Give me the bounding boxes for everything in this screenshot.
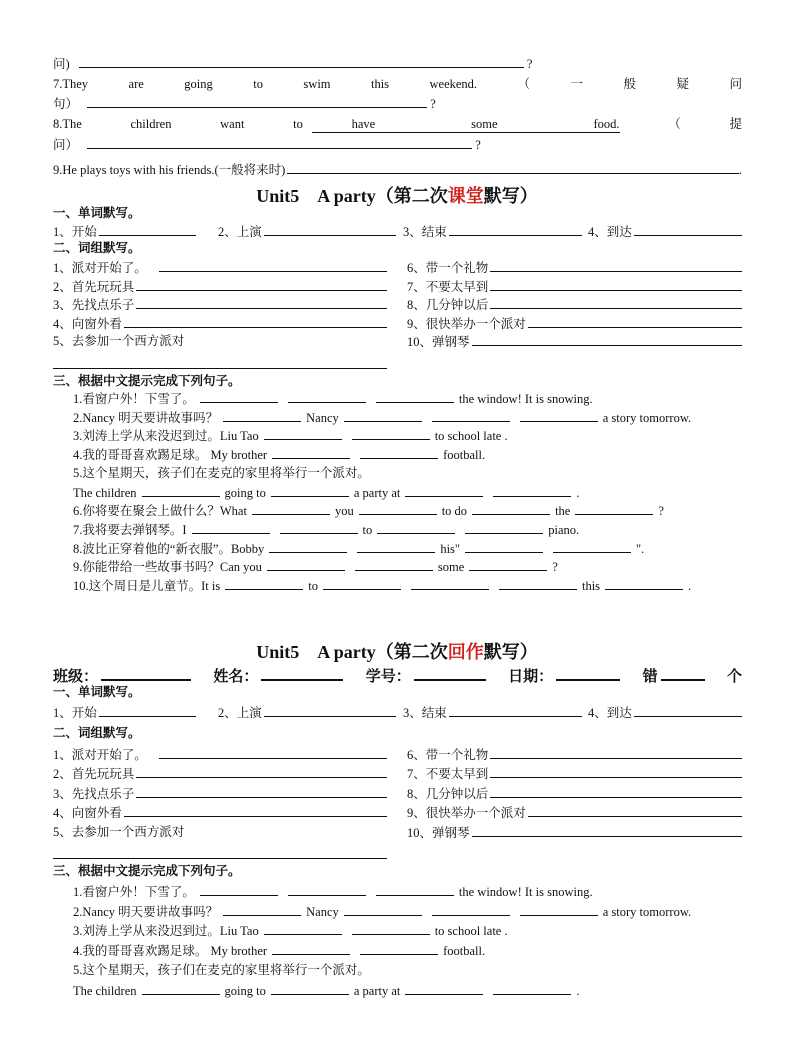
q7-word: 般 [623, 77, 637, 91]
q8-word: （ [668, 117, 681, 131]
word-item [218, 703, 396, 721]
sentence-blank[interactable] [355, 557, 433, 571]
word-blank[interactable] [634, 703, 742, 717]
phrase-label: 9、很快举办一个派对 [407, 806, 526, 820]
title-tail: 默写） [483, 186, 538, 206]
phrase-label: 7、不要太早到 [407, 767, 489, 781]
q8-word: some [471, 117, 498, 131]
sentence-blank[interactable] [493, 981, 571, 995]
sentence-blank[interactable] [376, 389, 454, 403]
q8-sentence [53, 115, 742, 133]
info-label: 日期： [508, 669, 554, 685]
phrase-label: 8、几分钟以后 [407, 787, 489, 801]
sentence-text: to do [441, 504, 468, 519]
phrase-label: 3、先找点乐子 [53, 298, 135, 312]
sentence-text: 3.刘涛上学从来没迟到过。Liu Tao [73, 429, 259, 444]
sentence-blank[interactable] [465, 539, 543, 553]
sentence-text: 1.看窗户外！下雪了。 [73, 392, 195, 406]
sentence-text: Nancy [306, 904, 339, 919]
word-label: 4、到达 [588, 706, 632, 720]
sentence-text: a party at [353, 983, 401, 998]
q7-word: 疑 [676, 77, 689, 91]
phrase-label: 2、首先玩玩具 [53, 280, 135, 294]
info-blank[interactable] [101, 664, 191, 681]
phrase-label: 6、带一个礼物 [407, 261, 489, 275]
sentence-text: piano. [548, 522, 580, 537]
sentence-blank[interactable] [359, 501, 437, 515]
word-blank[interactable] [634, 222, 742, 236]
info-label: 姓名： [213, 669, 259, 685]
sentence-blank[interactable] [225, 576, 303, 590]
phrase-item [53, 745, 387, 763]
sentence-text: 4.我的哥哥喜欢踢足球。 My brother [73, 944, 268, 959]
sentence-row [73, 520, 742, 538]
q9-end: . [738, 163, 742, 177]
info-field [727, 667, 742, 687]
q7-word: to [253, 77, 263, 91]
phrase-item [407, 745, 742, 763]
section-title [0, 640, 794, 664]
sentence-blank[interactable] [411, 576, 489, 590]
sentence-blank[interactable] [605, 576, 683, 590]
phrase-blank[interactable] [124, 314, 387, 328]
sentence-blank[interactable] [405, 483, 483, 497]
q7-word: going [184, 77, 213, 91]
phrase-label: 10、弹钢琴 [407, 335, 470, 349]
sentence-blank[interactable] [493, 483, 571, 497]
phrase-label: 1、派对开始了。 [53, 748, 147, 762]
part2-heading: 二、词组默写。 [53, 241, 141, 255]
q8-word: to [293, 117, 303, 131]
sentence-blank[interactable] [469, 557, 547, 571]
phrase-item [53, 784, 387, 802]
sentence-blank[interactable] [142, 483, 220, 497]
phrase-label: 10、弹钢琴 [407, 826, 470, 840]
sentence-text: 3.刘涛上学从来没迟到过。Liu Tao [73, 924, 259, 939]
word-item [588, 222, 742, 240]
q8-underlined-part [312, 115, 620, 133]
title-main: Unit5 A party（第二次 [256, 186, 448, 206]
phrase-blank[interactable] [490, 784, 742, 798]
phrase-5-blank[interactable] [53, 358, 387, 369]
sentence-text: The children [73, 485, 137, 500]
sentence-blank[interactable] [264, 921, 342, 935]
part1-heading: 一、单词默写。 [53, 206, 141, 220]
info-field [508, 664, 620, 687]
sentence-blank[interactable] [360, 445, 438, 459]
sentence-row [73, 921, 742, 939]
sentence-text: some [437, 560, 465, 575]
sentence-blank[interactable] [252, 501, 330, 515]
sentence-text: 10.这个周日是儿童节。It is [73, 579, 221, 593]
phrase-item [53, 314, 387, 332]
word-blank[interactable] [99, 703, 196, 717]
info-label: 错 [642, 669, 658, 685]
phrase-item [53, 295, 387, 313]
phrase-item [407, 803, 742, 821]
sentence-blank[interactable] [142, 981, 220, 995]
sentence-text: to [362, 522, 373, 537]
q6-blank[interactable] [79, 54, 524, 68]
phrase-item [53, 258, 387, 276]
phrase-item [407, 258, 742, 276]
sentence-blank[interactable] [267, 557, 345, 571]
sentence-blank[interactable] [352, 921, 430, 935]
q7-blank[interactable] [87, 94, 427, 108]
sentence-blank[interactable] [520, 902, 598, 916]
phrase-label: 1、派对开始了。 [53, 261, 147, 275]
phrase-label: 9、很快举办一个派对 [407, 317, 526, 331]
q7-word: （ [517, 77, 531, 91]
sentence-text: a party at [353, 485, 401, 500]
phrase-blank[interactable] [528, 803, 742, 817]
q7-prefix: 句） [53, 97, 79, 111]
word-label: 2、上演 [218, 706, 262, 720]
info-blank[interactable] [661, 664, 705, 681]
sentence-blank[interactable] [432, 902, 510, 916]
q8-word: 提 [729, 117, 742, 131]
phrase-blank[interactable] [528, 314, 742, 328]
phrase-blank[interactable] [159, 258, 387, 272]
q7-word: are [128, 77, 144, 91]
phrase-5-blank[interactable] [53, 848, 387, 859]
sentence-text: the [555, 504, 571, 519]
student-info-row [53, 664, 742, 684]
sentence-text: to school late . [434, 429, 508, 444]
q8-word: have [351, 117, 376, 131]
q7-word: 问 [729, 77, 742, 91]
sentence-blank[interactable] [465, 520, 543, 534]
sentence-blank[interactable] [344, 902, 422, 916]
q8-word: food. [593, 117, 620, 131]
sentence-text: 5.这个星期天，孩子们在麦克的家里将举行一个派对。 [73, 465, 370, 480]
sentence-text: going to [224, 485, 266, 500]
word-item [403, 222, 582, 240]
q8-word: want [220, 117, 245, 131]
q8-word: children [130, 117, 172, 131]
phrase-blank[interactable] [490, 745, 742, 759]
q7-sentence [53, 75, 742, 93]
sentence-row [73, 941, 742, 959]
sentence-text: 2.Nancy 明天要讲故事吗？ [73, 904, 219, 919]
phrase-item [53, 332, 387, 350]
sentence-blank[interactable] [360, 941, 438, 955]
q7-end: ? [430, 97, 436, 111]
info-blank[interactable] [414, 664, 486, 681]
phrase-blank[interactable] [136, 764, 387, 778]
info-field [366, 664, 486, 687]
word-blank[interactable] [99, 222, 196, 236]
sentence-blank[interactable] [432, 408, 510, 422]
phrase-item [53, 803, 387, 821]
sentence-row [73, 539, 742, 557]
sentence-text: the window! It is snowing. [458, 885, 593, 899]
sentence-row [73, 981, 742, 999]
sentence-blank[interactable] [200, 882, 278, 896]
info-field [643, 664, 705, 687]
sentence-text: football. [443, 448, 486, 463]
phrase-item [407, 784, 742, 802]
sentence-blank[interactable] [264, 426, 342, 440]
sentence-row [73, 557, 742, 575]
word-item [588, 703, 742, 721]
phrase-label: 5、去参加一个西方派对 [53, 334, 185, 348]
sentence-text: . [576, 485, 580, 500]
word-item [53, 222, 196, 240]
info-label: 班级： [53, 669, 99, 685]
sentence-row [73, 501, 742, 519]
sentence-blank[interactable] [377, 520, 455, 534]
sentence-blank[interactable] [520, 408, 598, 422]
part3-heading: 三、根据中文提示完成下列句子。 [53, 374, 241, 388]
q7-word: weekend. [429, 77, 478, 91]
sentence-blank[interactable] [223, 408, 301, 422]
sentence-row [73, 389, 742, 407]
sentence-text: 6.你将要在聚会上做什么？What [73, 504, 247, 519]
sentence-blank[interactable] [272, 941, 350, 955]
sentence-text: ? [658, 504, 664, 519]
phrase-item [407, 764, 742, 782]
phrase-label: 7、不要太早到 [407, 280, 489, 294]
sentence-row [73, 576, 742, 594]
phrase-label: 8、几分钟以后 [407, 298, 489, 312]
phrase-blank[interactable] [490, 258, 742, 272]
title-tail: 默写） [483, 642, 538, 662]
sentence-text: 8.波比正穿着他的“新衣服”。Bobby [73, 541, 265, 556]
sentence-text: ? [552, 560, 558, 575]
sentence-text: this [581, 579, 601, 593]
sentence-blank[interactable] [288, 882, 366, 896]
sentence-text: 9.你能带给一些故事书吗？Can you [73, 560, 262, 575]
sentence-blank[interactable] [472, 501, 550, 515]
part3-heading: 三、根据中文提示完成下列句子。 [53, 864, 241, 878]
sentence-blank[interactable] [405, 981, 483, 995]
word-item [53, 703, 196, 721]
word-blank[interactable] [449, 222, 582, 236]
q9-blank[interactable] [287, 160, 739, 174]
sentence-blank[interactable] [200, 389, 278, 403]
title-main: Unit5 A party（第二次 [256, 642, 448, 662]
sentence-blank[interactable] [192, 520, 270, 534]
sentence-blank[interactable] [575, 501, 653, 515]
q9-line [53, 160, 742, 178]
phrase-label: 4、向窗外看 [53, 806, 122, 820]
word-item [218, 222, 396, 240]
sentence-blank[interactable] [271, 981, 349, 995]
phrase-item [407, 823, 742, 841]
part1-heading: 一、单词默写。 [53, 685, 141, 699]
sentence-text: . [576, 983, 580, 998]
phrase-blank[interactable] [136, 784, 387, 798]
word-blank[interactable] [264, 222, 396, 236]
sentence-blank[interactable] [269, 539, 347, 553]
title-highlight: 课堂 [447, 186, 484, 206]
phrase-blank[interactable] [136, 277, 387, 291]
sentence-text: the window! It is snowing. [458, 392, 593, 406]
phrase-blank[interactable] [124, 803, 387, 817]
word-label: 2、上演 [218, 225, 262, 239]
word-blank[interactable] [264, 703, 396, 717]
sentence-text: you [334, 504, 354, 519]
word-label: 3、结束 [403, 225, 447, 239]
sentence-blank[interactable] [223, 902, 301, 916]
phrase-label: 3、先找点乐子 [53, 787, 135, 801]
sentence-blank[interactable] [357, 539, 435, 553]
sentence-row [73, 902, 742, 920]
sentence-blank[interactable] [323, 576, 401, 590]
sentence-text: going to [224, 983, 266, 998]
q9-text: 9.He plays toys with his friends.(一般将来时) [53, 163, 286, 177]
q8-blank[interactable] [87, 135, 472, 149]
sentence-row [73, 961, 742, 979]
q7-word: 7.They [53, 77, 89, 91]
phrase-item [53, 764, 387, 782]
phrase-blank[interactable] [472, 823, 742, 837]
phrase-label: 5、去参加一个西方派对 [53, 825, 185, 839]
info-label: 个 [726, 669, 742, 685]
info-field [213, 664, 343, 687]
word-item [403, 703, 582, 721]
sentence-text: to school late . [434, 924, 508, 939]
phrase-blank[interactable] [490, 764, 742, 778]
sentence-row [73, 882, 742, 900]
q8-word: 8.The [53, 117, 82, 131]
sentence-row [73, 464, 742, 482]
sentence-text: 4.我的哥哥喜欢踢足球。 My brother [73, 448, 268, 463]
sentence-blank[interactable] [280, 520, 358, 534]
sentence-text: 1.看窗户外！下雪了。 [73, 885, 195, 899]
phrase-item [53, 277, 387, 295]
sentence-row [73, 408, 742, 426]
sentence-text: Nancy [306, 410, 339, 425]
sentence-text: football. [443, 944, 486, 959]
phrase-blank[interactable] [136, 295, 387, 309]
phrase-label: 2、首先玩玩具 [53, 767, 135, 781]
sentence-text: 2.Nancy 明天要讲故事吗？ [73, 410, 219, 425]
sentence-text: a story tomorrow. [602, 904, 692, 919]
sentence-text: a story tomorrow. [602, 410, 692, 425]
q8-answer-line [53, 135, 742, 153]
phrase-label: 6、带一个礼物 [407, 748, 489, 762]
q8-prefix: 问） [53, 138, 79, 152]
sentence-row [73, 426, 742, 444]
sentence-text: ". [636, 541, 645, 556]
phrase-item [407, 314, 742, 332]
q7-word: this [370, 77, 390, 91]
part2-heading: 二、词组默写。 [53, 726, 141, 740]
phrase-item [53, 823, 387, 841]
sentence-blank[interactable] [352, 426, 430, 440]
sentence-text: The children [73, 983, 137, 998]
sentence-blank[interactable] [344, 408, 422, 422]
sentence-text: 7.我将要去弹钢琴。I [73, 522, 187, 537]
word-label: 1、开始 [53, 225, 97, 239]
phrase-item [407, 332, 742, 350]
sentence-blank[interactable] [499, 576, 577, 590]
sentence-blank[interactable] [271, 483, 349, 497]
q7-answer-line [53, 94, 742, 112]
sentence-text: to [308, 579, 318, 593]
word-blank[interactable] [449, 703, 582, 717]
q7-word: 一 [570, 77, 584, 91]
sentence-blank[interactable] [376, 882, 454, 896]
q6-end: ? [526, 57, 533, 71]
q7-word: swim [303, 77, 331, 91]
word-label: 3、结束 [403, 706, 447, 720]
phrase-item [407, 277, 742, 295]
sentence-text: his" [440, 541, 461, 556]
phrase-blank[interactable] [490, 295, 742, 309]
word-label: 4、到达 [588, 225, 632, 239]
phrase-blank[interactable] [490, 277, 742, 291]
sentence-text: . [688, 579, 692, 593]
phrase-item [407, 295, 742, 313]
info-blank[interactable] [556, 664, 620, 681]
q6-prefix: 问) [53, 57, 70, 71]
sentence-row [73, 483, 742, 501]
sentence-row [73, 445, 742, 463]
phrase-blank[interactable] [472, 332, 742, 346]
sentence-blank[interactable] [272, 445, 350, 459]
word-label: 1、开始 [53, 706, 97, 720]
q6-answer-line [53, 54, 742, 72]
info-blank[interactable] [261, 664, 343, 681]
info-label: 学号： [365, 669, 411, 685]
phrase-label: 4、向窗外看 [53, 317, 122, 331]
phrase-blank[interactable] [159, 745, 387, 759]
sentence-text: 5.这个星期天，孩子们在麦克的家里将举行一个派对。 [73, 962, 370, 977]
sentence-blank[interactable] [553, 539, 631, 553]
title-highlight: 回作 [447, 642, 484, 662]
q8-end: ? [475, 138, 481, 152]
sentence-blank[interactable] [288, 389, 366, 403]
